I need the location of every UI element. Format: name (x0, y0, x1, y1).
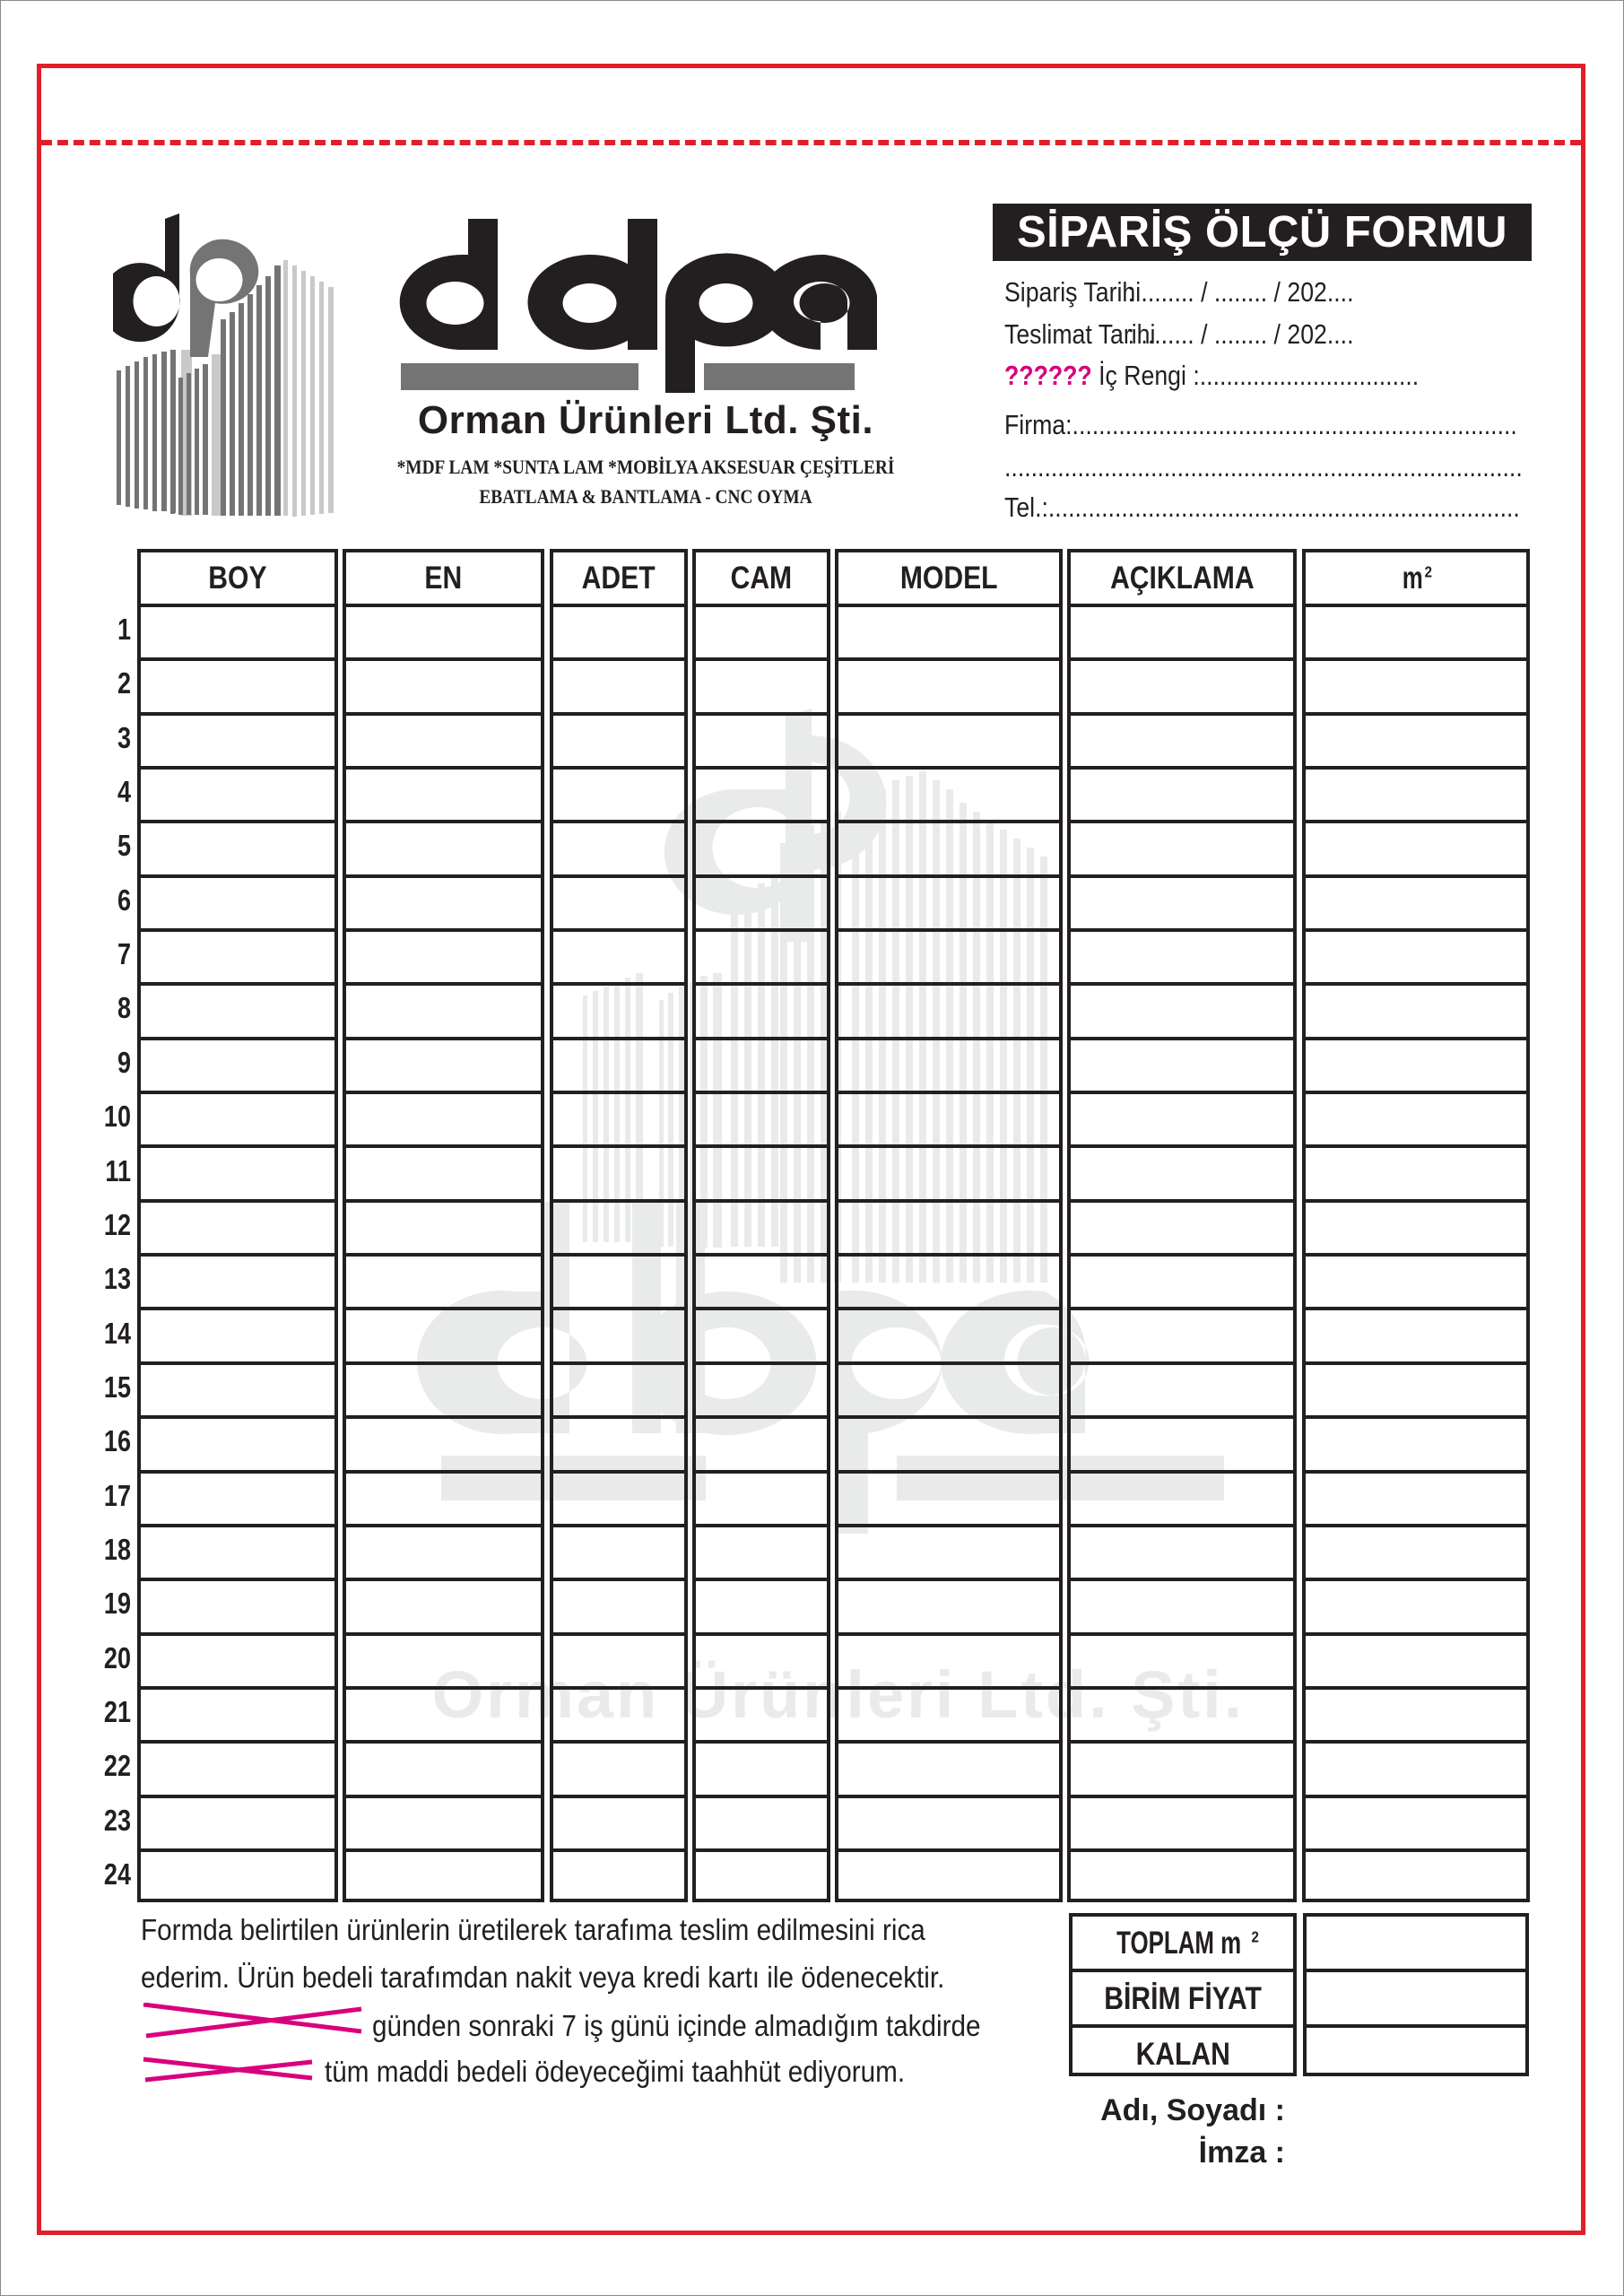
table-cell[interactable] (838, 1527, 1059, 1581)
table-cell[interactable] (696, 1310, 827, 1364)
firm-field-line-2[interactable] (1004, 451, 1523, 483)
table-cell[interactable] (1306, 1744, 1526, 1797)
table-cell[interactable] (553, 1365, 684, 1419)
table-cell[interactable] (553, 1203, 684, 1257)
terms-line-3: günden sonraki 7 iş günü içinde almadığım takdirde (372, 2009, 981, 2042)
table-cell[interactable] (696, 1852, 827, 1902)
table-cell[interactable] (838, 770, 1059, 823)
table-cell[interactable] (1071, 932, 1293, 986)
row-number: 24 (103, 1857, 131, 1892)
table-cell[interactable] (346, 1365, 541, 1419)
row-number: 8 (117, 991, 131, 1025)
row-number: 2 (117, 666, 131, 700)
table-cell[interactable] (838, 878, 1059, 932)
table-cell[interactable] (1071, 716, 1293, 770)
table-cell[interactable] (1071, 1419, 1293, 1473)
terms-line-2: ederim. Ürün bedeli tarafımdan nakit veya kredi kartı ile ödenecektir. (141, 1961, 945, 1994)
table-cell[interactable] (553, 607, 684, 661)
row-number: 19 (103, 1587, 131, 1621)
company-name: Orman Ürünleri Ltd. Şti. (417, 398, 874, 442)
table-cell[interactable] (838, 1852, 1059, 1902)
form-title-text: SİPARİŞ ÖLÇÜ FORMU (1016, 208, 1508, 257)
column-header: BOY (141, 552, 334, 607)
table-cell[interactable] (838, 932, 1059, 986)
table-cell[interactable] (1071, 1636, 1293, 1690)
table-cell[interactable] (696, 1365, 827, 1419)
table-cell[interactable] (1071, 1257, 1293, 1310)
row-number: 18 (103, 1532, 131, 1566)
table-cell[interactable] (838, 1310, 1059, 1364)
table-cell[interactable] (696, 1203, 827, 1257)
table-cell[interactable] (1306, 823, 1526, 877)
row-number: 20 (103, 1640, 131, 1674)
table-cell[interactable] (838, 1798, 1059, 1852)
table-cell[interactable] (838, 661, 1059, 715)
total-m2-label: TOPLAM m $^2$ (1073, 1917, 1293, 1972)
row-number: 12 (103, 1207, 131, 1241)
table-cell[interactable] (141, 661, 334, 715)
table-cell[interactable] (1071, 1744, 1293, 1797)
table-cell[interactable] (141, 986, 334, 1039)
table-cell[interactable] (141, 1798, 334, 1852)
table-cell[interactable] (1071, 1690, 1293, 1744)
table-cell[interactable] (1306, 932, 1526, 986)
column-en (343, 549, 544, 1902)
company-logo-icon (113, 213, 341, 517)
table-cell[interactable] (346, 770, 541, 823)
table-cell[interactable] (141, 1474, 334, 1527)
color-prefix: ?????? (1004, 360, 1092, 391)
table-cell[interactable] (141, 607, 334, 661)
table-cell[interactable] (696, 1581, 827, 1635)
row-number: 9 (117, 1045, 131, 1079)
services-line-2: EBATLAMA & BANTLAMA - CNC OYMA (479, 485, 812, 508)
table-cell[interactable] (553, 1852, 684, 1902)
table-cell[interactable] (696, 1690, 827, 1744)
table-cell[interactable] (1071, 1148, 1293, 1202)
table-cell[interactable] (346, 1798, 541, 1852)
table-cell[interactable] (553, 1148, 684, 1202)
table-cell[interactable] (1071, 1581, 1293, 1635)
table-cell[interactable] (1306, 1852, 1526, 1902)
table-cell[interactable] (1306, 986, 1526, 1039)
table-cell[interactable] (1306, 716, 1526, 770)
table-cell[interactable] (346, 986, 541, 1039)
order-date-field[interactable] (1004, 276, 1354, 309)
table-cell[interactable] (1071, 1527, 1293, 1581)
dolpa-wordmark (395, 217, 897, 393)
firm-value-line-2: .............................................................................. (1004, 451, 1523, 483)
table-cell[interactable] (1071, 661, 1293, 715)
table-cell[interactable] (1306, 661, 1526, 715)
table-cell[interactable] (696, 1636, 827, 1690)
table-cell[interactable] (696, 607, 827, 661)
delivery-date-value: : ........ / ........ / 202.... (1127, 318, 1354, 350)
column-header: m $^2$ (1306, 552, 1526, 607)
table-cell[interactable] (838, 1744, 1059, 1797)
table-cell[interactable] (838, 1257, 1059, 1310)
table-cell[interactable] (346, 1040, 541, 1094)
inner-color-field[interactable] (1004, 360, 1419, 392)
table-cell[interactable] (141, 1257, 334, 1310)
order-date-label: Sipariş Tarihi (1004, 276, 1142, 308)
table-cell[interactable] (1306, 1040, 1526, 1094)
total-m2-value[interactable] (1307, 1917, 1525, 1972)
table-cell[interactable] (838, 986, 1059, 1039)
table-cell[interactable] (838, 1636, 1059, 1690)
table-cell[interactable] (141, 1852, 334, 1902)
table-cell[interactable] (1306, 1094, 1526, 1148)
inner-color-value: :................................. (1193, 360, 1420, 391)
table-cell[interactable] (696, 823, 827, 877)
table-cell[interactable] (141, 1365, 334, 1419)
table-cell[interactable] (141, 1581, 334, 1635)
table-cell[interactable] (696, 1474, 827, 1527)
table-cell[interactable] (1306, 770, 1526, 823)
table-cell[interactable] (346, 1744, 541, 1797)
table-cell[interactable] (346, 823, 541, 877)
unit-price-label: BİRİM FİYAT (1073, 1972, 1293, 2028)
table-cell[interactable] (553, 986, 684, 1039)
table-cell[interactable] (696, 1040, 827, 1094)
row-number: 7 (117, 937, 131, 971)
table-cell[interactable] (141, 716, 334, 770)
table-cell[interactable] (1071, 1040, 1293, 1094)
table-cell[interactable] (1071, 607, 1293, 661)
delivery-date-label: Teslimat Tarihi (1004, 318, 1156, 350)
column-header: ADET (553, 552, 684, 607)
table-cell[interactable] (838, 1203, 1059, 1257)
phone-label: Tel.: (1004, 491, 1048, 523)
table-cell[interactable] (696, 716, 827, 770)
table-cell[interactable] (553, 932, 684, 986)
row-number: 5 (117, 829, 131, 863)
table-cell[interactable] (838, 823, 1059, 877)
table-cell[interactable] (346, 878, 541, 932)
table-cell[interactable] (346, 1581, 541, 1635)
table-cell[interactable] (346, 1852, 541, 1902)
table-cell[interactable] (838, 1094, 1059, 1148)
terms-line-1: Formda belirtilen ürünlerin üretilerek tarafıma teslim edilmesini rica (141, 1913, 925, 1946)
table-cell[interactable] (696, 1798, 827, 1852)
table-cell[interactable] (1306, 607, 1526, 661)
row-number: 23 (103, 1803, 131, 1837)
table-cell[interactable] (1071, 1852, 1293, 1902)
table-cell[interactable] (141, 1148, 334, 1202)
name-surname-label: Adı, Soyadı : (1100, 2093, 1285, 2127)
table-cell[interactable] (1071, 986, 1293, 1039)
table-cell[interactable] (553, 716, 684, 770)
table-cell[interactable] (346, 1690, 541, 1744)
table-cell[interactable] (696, 1527, 827, 1581)
table-cell[interactable] (838, 716, 1059, 770)
row-number: 16 (103, 1424, 131, 1458)
column-model (835, 549, 1063, 1902)
table-cell[interactable] (838, 1581, 1059, 1635)
table-cell[interactable] (838, 1419, 1059, 1473)
table-cell[interactable] (1071, 770, 1293, 823)
inner-color-label: İç Rengi (1099, 360, 1186, 391)
row-number: 10 (103, 1100, 131, 1134)
row-number: 4 (117, 775, 131, 809)
table-cell[interactable] (696, 1257, 827, 1310)
table-cell[interactable] (1306, 1474, 1526, 1527)
table-cell[interactable] (141, 770, 334, 823)
row-number: 15 (103, 1370, 131, 1404)
table-cell[interactable] (553, 1310, 684, 1364)
table-cell[interactable] (141, 823, 334, 877)
firm-label: Firma: (1004, 409, 1073, 440)
table-cell[interactable] (346, 1148, 541, 1202)
table-cell[interactable] (696, 1419, 827, 1473)
table-cell[interactable] (696, 986, 827, 1039)
table-cell[interactable] (346, 1419, 541, 1473)
table-cell[interactable] (141, 1419, 334, 1473)
table-cell[interactable] (141, 932, 334, 986)
table-cell[interactable] (553, 1636, 684, 1690)
firm-value: ................................................................... (1072, 409, 1517, 440)
table-cell[interactable] (553, 1798, 684, 1852)
table-cell[interactable] (553, 1581, 684, 1635)
table-cell[interactable] (141, 1203, 334, 1257)
remaining-value[interactable] (1307, 2028, 1525, 2080)
column-adet (550, 549, 688, 1902)
table-cell[interactable] (346, 1257, 541, 1310)
table-cell[interactable] (1071, 1474, 1293, 1527)
table-cell[interactable] (1306, 1419, 1526, 1473)
table-cell[interactable] (696, 932, 827, 986)
table-cell[interactable] (141, 1527, 334, 1581)
table-cell[interactable] (696, 661, 827, 715)
terms-line-4: tüm maddi bedeli ödeyeceğimi taahhüt ediyorum. (325, 2055, 906, 2088)
table-cell[interactable] (346, 1527, 541, 1581)
firm-field[interactable] (1004, 409, 1517, 441)
services-line-1: *MDF LAM *SUNTA LAM *MOBİLYA AKSESUAR ÇEŞİTLERİ (396, 456, 895, 478)
table-cell[interactable] (696, 1744, 827, 1797)
table-cell[interactable] (553, 661, 684, 715)
table-cell[interactable] (553, 1474, 684, 1527)
table-cell[interactable] (1071, 878, 1293, 932)
column-header: MODEL (838, 552, 1059, 607)
unit-price-value[interactable] (1307, 1972, 1525, 2028)
table-cell[interactable] (141, 1636, 334, 1690)
table-cell[interactable] (1071, 1203, 1293, 1257)
strikethrough-mark (142, 2057, 317, 2083)
table-cell[interactable] (1306, 1203, 1526, 1257)
column-boy (137, 549, 338, 1902)
signature-label: İmza : (1198, 2135, 1285, 2170)
order-date-value: : ........ / ........ / 202.... (1127, 276, 1354, 308)
table-cell[interactable] (346, 661, 541, 715)
column-header: EN (346, 552, 541, 607)
table-cell[interactable] (553, 1419, 684, 1473)
table-cell[interactable] (553, 878, 684, 932)
table-cell[interactable] (346, 1310, 541, 1364)
table-cell[interactable] (838, 1365, 1059, 1419)
table-cell[interactable] (141, 1040, 334, 1094)
row-number: 21 (103, 1695, 131, 1728)
table-cell[interactable] (346, 716, 541, 770)
row-number: 17 (103, 1478, 131, 1512)
table-cell[interactable] (1306, 1690, 1526, 1744)
table-cell[interactable] (696, 1148, 827, 1202)
table-cell[interactable] (1306, 1310, 1526, 1364)
table-cell[interactable] (1306, 878, 1526, 932)
column-aciklama (1067, 549, 1297, 1902)
table-cell[interactable] (1306, 1581, 1526, 1635)
table-cell[interactable] (696, 878, 827, 932)
table-cell[interactable] (346, 1203, 541, 1257)
table-cell[interactable] (346, 932, 541, 986)
row-number: 14 (103, 1316, 131, 1350)
table-cell[interactable] (553, 1094, 684, 1148)
table-cell[interactable] (553, 1257, 684, 1310)
column-header: CAM (696, 552, 827, 607)
table-cell[interactable] (696, 770, 827, 823)
column-header: AÇIKLAMA (1071, 552, 1293, 607)
table-cell[interactable] (1071, 823, 1293, 877)
form-title (993, 204, 1532, 261)
table-cell[interactable] (1071, 1094, 1293, 1148)
delivery-date-field[interactable] (1004, 318, 1354, 351)
table-cell[interactable] (141, 1690, 334, 1744)
table-cell[interactable] (346, 1636, 541, 1690)
remaining-label: KALAN (1135, 2037, 1230, 2072)
cut-line (41, 140, 1581, 145)
table-cell[interactable] (141, 1310, 334, 1364)
table-cell[interactable] (838, 607, 1059, 661)
phone-value: ....................................................................... (1047, 491, 1520, 523)
table-cell[interactable] (838, 1148, 1059, 1202)
table-cell[interactable] (838, 1690, 1059, 1744)
table-cell[interactable] (1306, 1257, 1526, 1310)
strikethrough-mark (142, 2003, 366, 2039)
row-number: 1 (117, 613, 131, 646)
table-cell[interactable] (346, 1094, 541, 1148)
table-cell[interactable] (1306, 1636, 1526, 1690)
phone-field[interactable] (1004, 491, 1520, 524)
table-cell[interactable] (141, 1744, 334, 1797)
table-cell[interactable] (1071, 1365, 1293, 1419)
table-cell[interactable] (553, 770, 684, 823)
column-cam (692, 549, 830, 1902)
table-cell[interactable] (1306, 1365, 1526, 1419)
table-cell[interactable] (141, 1094, 334, 1148)
table-cell[interactable] (346, 1474, 541, 1527)
table-cell[interactable] (1306, 1148, 1526, 1202)
table-cell[interactable] (838, 1474, 1059, 1527)
table-cell[interactable] (696, 1094, 827, 1148)
table-cell[interactable] (1306, 1527, 1526, 1581)
table-cell[interactable] (553, 1690, 684, 1744)
table-cell[interactable] (553, 1040, 684, 1094)
row-number: 11 (105, 1153, 131, 1187)
table-cell[interactable] (553, 1527, 684, 1581)
watermark-company-name: Orman Ürünleri Ltd. Şti. (431, 1657, 1246, 1732)
row-number: 6 (117, 883, 131, 917)
table-cell[interactable] (1071, 1310, 1293, 1364)
table-cell[interactable] (141, 878, 334, 932)
row-number: 3 (117, 720, 131, 754)
table-cell[interactable] (553, 823, 684, 877)
totals-labels (1069, 1913, 1297, 2076)
column-m2 (1302, 549, 1530, 1902)
totals-values (1303, 1913, 1529, 2076)
row-number: 22 (103, 1749, 131, 1783)
table-cell[interactable] (346, 607, 541, 661)
table-cell[interactable] (553, 1744, 684, 1797)
row-number: 13 (103, 1262, 131, 1296)
table-cell[interactable] (1071, 1798, 1293, 1852)
table-cell[interactable] (1306, 1798, 1526, 1852)
table-cell[interactable] (838, 1040, 1059, 1094)
